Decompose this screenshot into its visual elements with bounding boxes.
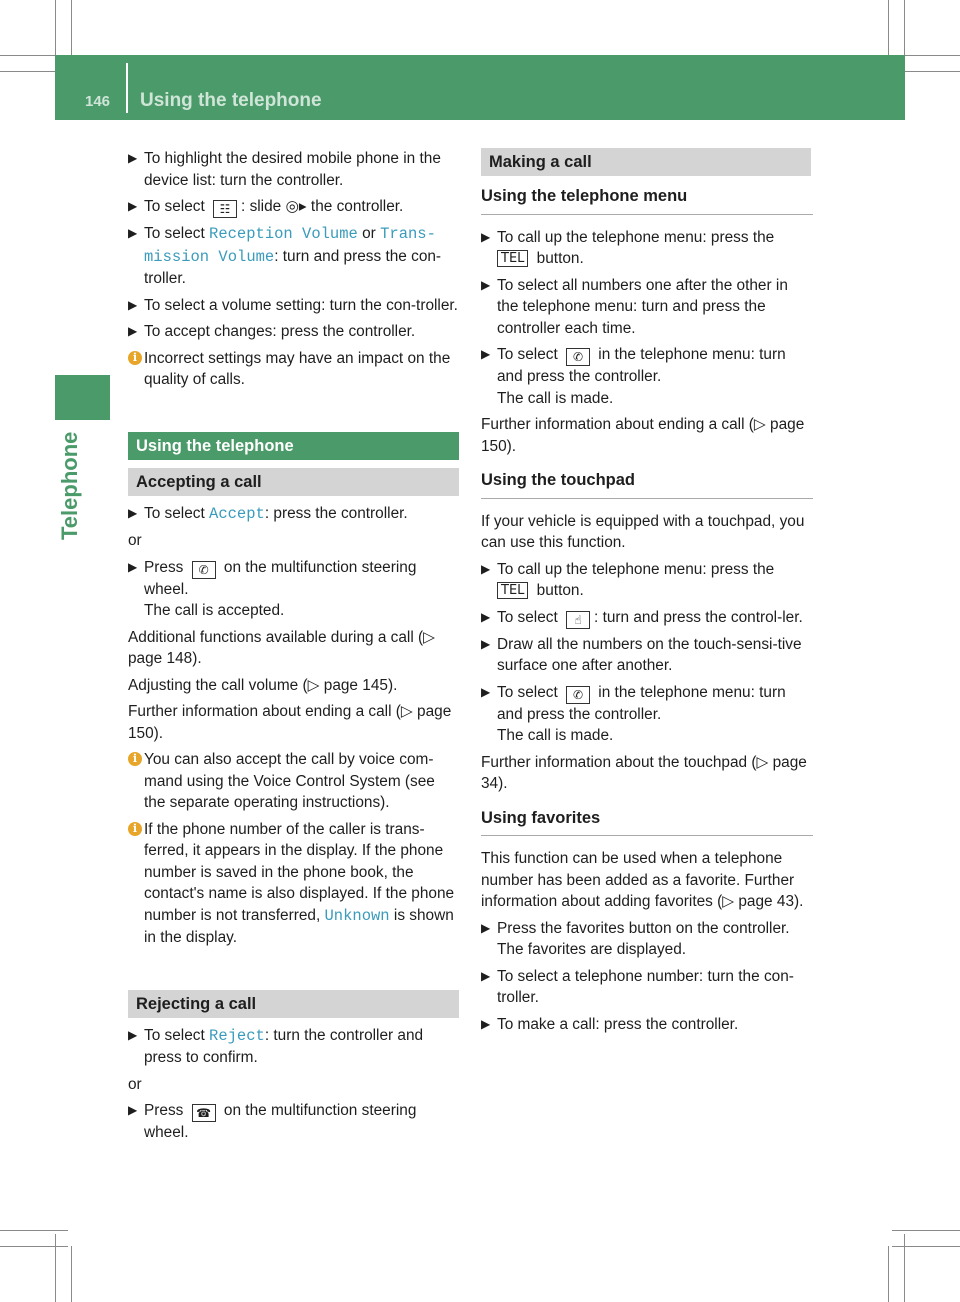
instruction-step: ▶ To select a telephone number: turn the con-troller.: [481, 967, 794, 1006]
chapter-tab-marker: [55, 375, 110, 420]
arrow-icon: ▶: [128, 1027, 138, 1042]
arrow-icon: ▶: [481, 277, 491, 292]
arrow-icon: ▶: [128, 1103, 138, 1117]
arrow-icon: ▶: [128, 324, 138, 338]
crop-mark: [71, 1246, 72, 1302]
arrow-icon: ▶: [128, 151, 138, 165]
reject-call-icon: ☎: [192, 1104, 216, 1122]
body-paragraph: Further information about ending a call (▷ page 150).: [481, 416, 805, 455]
instruction-step: ▶ To call up the telephone menu: press the TEL button.: [481, 560, 775, 599]
instruction-step: ▶ To select Accept: press the controller.: [128, 504, 408, 523]
arrow-icon: ▶: [481, 609, 491, 624]
instruction-step: ▶ To select a volume setting: turn the con-troller.: [128, 295, 459, 317]
display-text-unknown: Unknown: [324, 906, 390, 925]
info-icon: i: [128, 752, 142, 766]
arrow-icon: ▶: [481, 1016, 491, 1031]
right-column: [481, 148, 813, 1040]
dial-icon: ✆: [566, 348, 590, 366]
crop-mark: [892, 1230, 960, 1231]
header-divider: [126, 63, 128, 113]
crop-mark: [55, 1234, 56, 1302]
page-header: [55, 55, 905, 120]
touch-input-icon: ☝: [566, 611, 590, 629]
body-paragraph: Further information about the touchpad (▷ page 34).: [481, 753, 807, 792]
or-text: or: [128, 1075, 142, 1093]
instruction-step: ▶ To highlight the desired mobile phone in the device list: turn the controller.: [128, 150, 441, 189]
tel-key-icon: TEL: [497, 582, 528, 599]
dial-icon: ✆: [566, 686, 590, 704]
or-text: or: [128, 532, 142, 549]
crop-mark: [0, 1246, 68, 1247]
menu-item-reception-volume: Reception Volume: [209, 225, 358, 243]
arrow-icon: ▶: [128, 297, 138, 312]
arrow-icon: ▶: [481, 347, 491, 361]
arrow-icon: ▶: [481, 229, 491, 244]
instruction-step: ▶ To select ✆ in the telephone menu: turn and press the controller. The call is made.: [481, 683, 786, 744]
instruction-step: ▶ To select all numbers one after the other in the telephone menu: turn and press the controller each time.: [481, 276, 788, 337]
body-paragraph: Additional functions available during a call (▷ page 148).: [128, 628, 436, 667]
crop-mark: [892, 1246, 960, 1247]
instruction-step: ▶ To select ☝ : turn and press the control-ler.: [481, 608, 803, 627]
instruction-step: ▶ To select ☷ : slide ◎▸ the controller.: [128, 198, 404, 216]
instruction-step: ▶ Press the favorites button on the controller. The favorites are displayed.: [481, 919, 790, 958]
instruction-step: ▶ Press ☎ on the multifunction steering wheel.: [128, 1102, 417, 1141]
topic-heading: Using favorites: [481, 808, 813, 837]
topic-heading: Using the touchpad: [481, 470, 813, 499]
instruction-step: ▶ Draw all the numbers on the touch-sensi-tive surface one after another.: [481, 635, 802, 674]
chapter-tab-label: Telephone: [57, 431, 82, 540]
crop-mark: [0, 1230, 68, 1231]
left-column: [128, 148, 459, 1149]
instruction-step: ▶ Press ✆ on the multifunction steering wheel. The call is accepted.: [128, 558, 417, 619]
crop-mark: [904, 1234, 905, 1302]
subsection-heading: Making a call: [481, 148, 811, 176]
body-paragraph: This function can be used when a telephone number has been added as a favorite. Further information about adding favorites (▷ page 43).: [481, 850, 804, 910]
menu-item-accept: Accept: [209, 504, 265, 523]
arrow-icon: ▶: [481, 920, 491, 935]
topic-heading: Using the telephone menu: [481, 186, 813, 215]
instruction-step: ▶ To select Reception Volume or Trans-mission Volume: turn and press the con-troller.: [128, 225, 442, 287]
page-title: Using the telephone: [140, 90, 322, 111]
phone-menu-icon: ☷: [213, 200, 237, 218]
menu-item-reject: Reject: [209, 1026, 265, 1045]
instruction-step: ▶ To call up the telephone menu: press the TEL button.: [481, 228, 775, 267]
subsection-heading: Rejecting a call: [128, 990, 459, 1018]
arrow-icon: ▶: [128, 505, 138, 520]
info-note: i If the phone number of the caller is trans-ferred, it appears in the display. If the phone number is saved in the phone book, the contact's name is also displayed. If the phone number is not transferred, Unknown is shown in the display.: [128, 819, 459, 949]
menu-item-transmission-volume: Trans-mission Volume: [144, 225, 436, 266]
info-note: i Incorrect settings may have an impact on the quality of calls.: [128, 348, 459, 391]
arrow-icon: ▶: [481, 561, 491, 576]
tel-key-icon: TEL: [497, 250, 528, 267]
info-icon: i: [128, 351, 142, 365]
info-icon: i: [128, 822, 142, 836]
arrow-icon: ▶: [128, 226, 138, 240]
body-paragraph: Adjusting the call volume (▷ page 145).: [128, 676, 398, 694]
subsection-heading: Accepting a call: [128, 468, 459, 496]
info-note: i You can also accept the call by voice com-mand using the Voice Control System (see the separate operating instructions).: [128, 749, 459, 814]
arrow-icon: ▶: [481, 968, 491, 983]
arrow-icon: ▶: [128, 199, 138, 213]
instruction-step: ▶ To make a call: press the controller.: [481, 1014, 813, 1036]
page-number: 146: [85, 93, 111, 110]
body-paragraph: Further information about ending a call (▷ page 150).: [128, 703, 452, 742]
arrow-icon: ▶: [128, 559, 138, 574]
instruction-step: ▶ To accept changes: press the controller.: [128, 321, 459, 343]
instruction-step: ▶ To select Reject: turn the controller and press to confirm.: [128, 1026, 424, 1066]
controller-slide-icon: ◎▸: [285, 198, 307, 215]
instruction-step: ▶ To select ✆ in the telephone menu: turn and press the controller. The call is made.: [481, 346, 786, 407]
crop-mark: [888, 1246, 889, 1302]
body-paragraph: If your vehicle is equipped with a touchpad, you can use this function.: [481, 512, 805, 551]
accept-call-icon: ✆: [192, 561, 216, 579]
arrow-icon: ▶: [481, 684, 491, 699]
section-heading: Using the telephone: [128, 432, 459, 460]
arrow-icon: ▶: [481, 636, 491, 651]
